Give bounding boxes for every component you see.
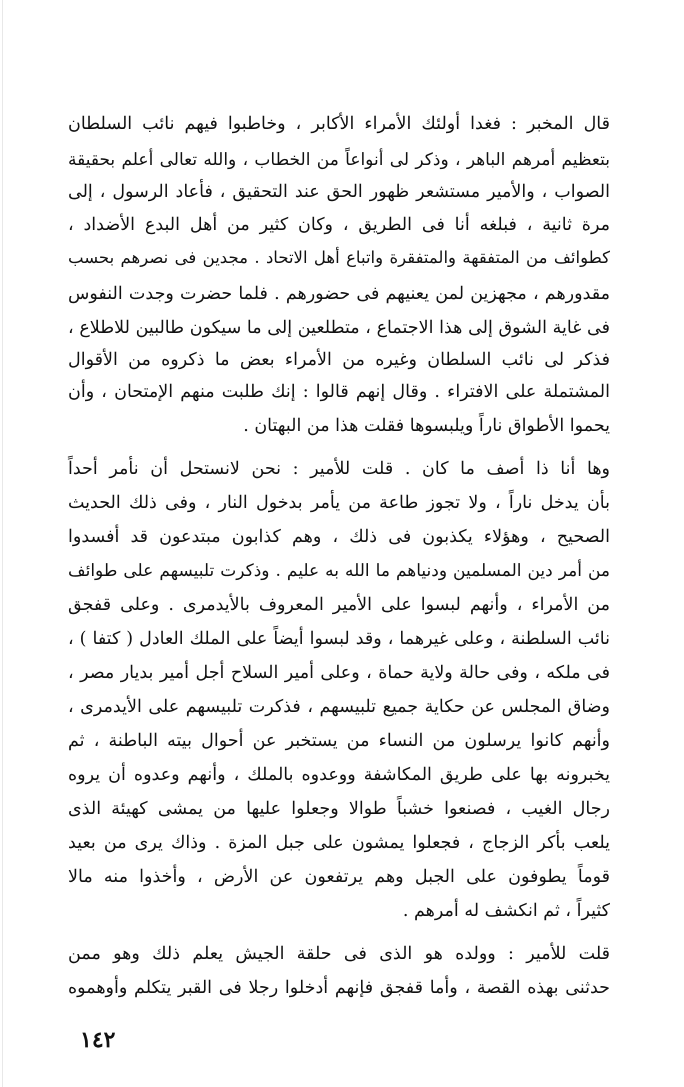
text-line: كطوائف من المتفقهة والمتفقرة واتباع أهل الاتحاد . مجدين فى نصرهم بحسب — [68, 248, 610, 267]
text-line: المشتملة على الافتراء . وقال إنهم قالوا : إنك طلبت منهم الإمتحان ، وأن — [68, 382, 610, 402]
text-line: وأنهم كانوا يرسلون من النساء من يستخبر عن أحوال بيته الباطنة ، ثم — [68, 731, 610, 751]
text-line: قوماً يطوفون على الجبل وهم يرتفعون عن الأرض ، وأخذوا منه مالا — [68, 867, 610, 887]
text-line: فى ملكه ، وفى حالة ولاية حماة ، وعلى أمير السلاح أجل أمير بديار مصر ، — [68, 663, 610, 683]
text-line: بتعظيم أمرهم الباهر ، وذكر لى أنواعاً من الخطاب ، والله تعالى أعلم بحقيقة — [68, 150, 610, 170]
text-line: بأن يدخل ناراً ، ولا تجوز طاعة من يأمر بدخول النار ، وفى ذلك الحديث — [68, 493, 610, 513]
text-line: من أمر دين المسلمين ودنياهم ما الله به عليم . وذكرت تلبيسهم على طوائف — [68, 561, 610, 581]
text-line: يحموا الأطواق ناراً ويلبسوها فقلت هذا من البهتان . — [243, 416, 610, 436]
text-line: من الأمراء ، وأنهم لبسوا على الأمير المعروف بالأيدمرى . وعلى قفجق — [68, 595, 610, 615]
text-line: وضاق المجلس عن حكاية جميع تلبيسهم ، فذكرت تلبيسهم على الأيدمرى ، — [68, 697, 610, 717]
text-line: حدثنى بهذه القصة ، وأما قفجق فإنهم أدخلوا رجلا فى القبر يتكلم وأوهموه — [68, 978, 610, 998]
text-line: فى غاية الشوق إلى هذا الاجتماع ، متطلعين إلى ما سيكون طالبين للاطلاع ، — [68, 318, 610, 338]
text-line: مقدورهم ، مجهزين لمن يعنيهم فى حضورهم . فلما حضرت وجدت النفوس — [68, 284, 610, 304]
text-line: نائب السلطنة ، وعلى غيرهما ، وقد لبسوا أيضاً على الملك العادل ( كتفا ) ، — [68, 629, 610, 649]
text-line: وها أنا ذا أصف ما كان . قلت للأمير : نحن لانستحل أن نأمر أحداً — [68, 459, 610, 479]
text-line: يخبرونه بها على طريق المكاشفة ووعدوه بالملك ، وأنهم وعدوه أن يروه — [68, 765, 610, 785]
text-line: رجال الغيب ، فصنعوا خشباً طوالا وجعلوا عليها من يمشى كهيئة الذى — [68, 799, 610, 819]
text-line: مرة ثانية ، فبلغه أنا فى الطريق ، وكان كثير من أهل البدع الأضداد ، — [68, 215, 610, 235]
text-line: قال المخبر : فغدا أولئك الأمراء الأكابر ، وخاطبوا فيهم نائب السلطان — [68, 114, 610, 134]
text-line: الصحيح ، وهؤلاء يكذبون فى ذلك ، وهم كذابون مبتدعون قد أفسدوا — [68, 527, 610, 547]
page-number: ١٤٢ — [80, 1027, 116, 1053]
text-line: الصواب ، والأمير مستشعر ظهور الحق عند التحقيق ، فأعاد الرسول ، إلى — [68, 182, 610, 202]
text-line: فذكر لى نائب السلطان وغيره من الأمراء بعض ما ذكروه من الأقوال — [68, 350, 610, 370]
text-line: كثيراً ، ثم انكشف له أمرهم . — [402, 901, 610, 921]
text-line: قلت للأمير : وولده هو الذى فى حلقة الجيش يعلم ذلك وهو ممن — [68, 944, 610, 964]
text-line: يلعب بأكر الزجاج ، فجعلوا يمشون على جبل المزة . وذاك يرى من بعيد — [68, 833, 610, 853]
